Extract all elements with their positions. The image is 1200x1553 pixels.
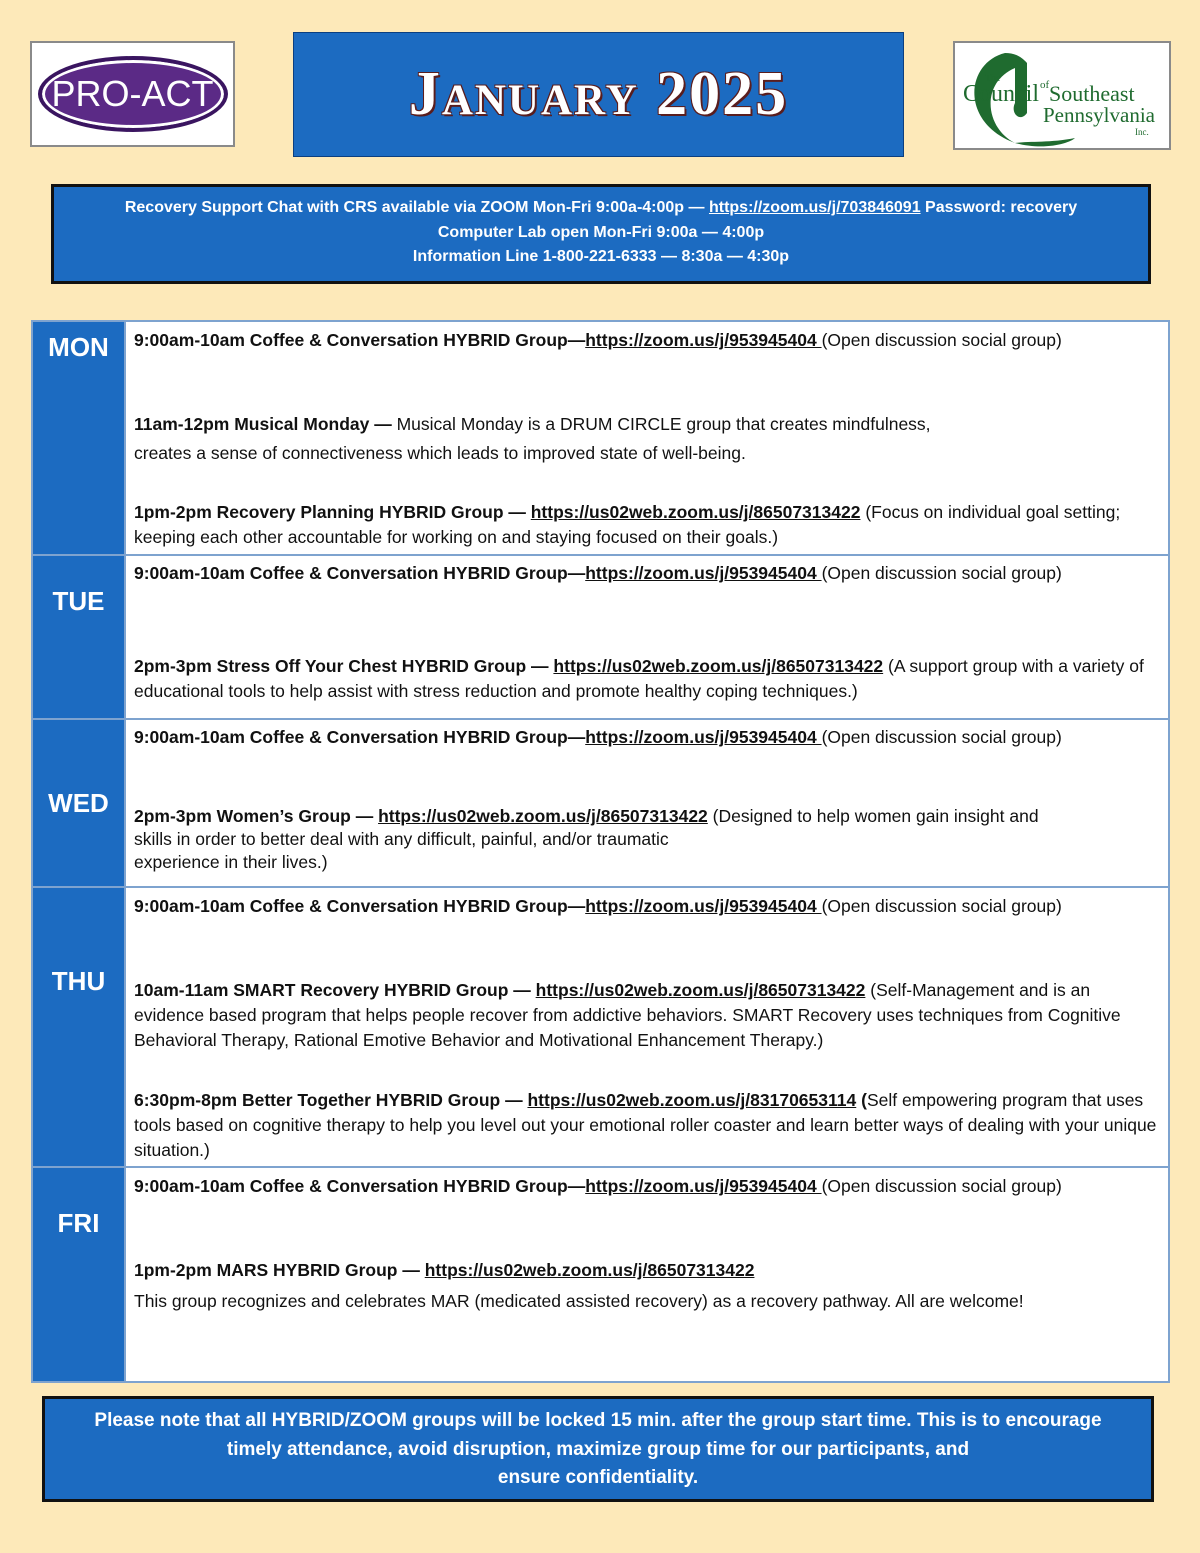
council-logo-council: Council: [963, 81, 1039, 107]
day-content-friday: [126, 1168, 1168, 1381]
schedule-entry: [134, 805, 1160, 874]
entry-description: (Focus on individual goal setting; keeping each other accountable for working on and staying focused on their goals.): [134, 502, 1121, 547]
day-label-monday: [33, 322, 126, 554]
day-content-tuesday: [126, 556, 1168, 718]
info-banner: [51, 184, 1151, 284]
day-content-thursday: [126, 888, 1168, 1166]
info-chat-text: Recovery Support Chat with CRS available via ZOOM Mon-Fri 9:00a-4:00p —: [124, 199, 709, 216]
schedule-entry: [134, 654, 1160, 704]
zoom-link[interactable]: https://us02web.zoom.us/j/86507313422: [424, 1260, 755, 1280]
entry-title: 11am-12pm Musical Monday —: [134, 414, 397, 434]
day-label-text: WED: [48, 788, 109, 818]
schedule-entry: [134, 1088, 1160, 1163]
entry-title: 6:30pm-8pm Better Together HYBRID Group —: [134, 1090, 528, 1110]
schedule-entry: [134, 500, 1160, 550]
schedule-entry-continued: [134, 441, 1160, 466]
council-logo-pennsylvania: Pennsylvania: [1043, 103, 1155, 127]
entry-title: 9:00am-10am Coffee & Conversation HYBRID Group—: [134, 563, 586, 583]
day-label-text: THU: [51, 966, 106, 996]
schedule-entry-continued: [134, 1289, 1160, 1314]
entry-title: 9:00am-10am Coffee & Conversation HYBRID Group—: [134, 727, 586, 747]
entry-description: (Open discussion social group): [821, 330, 1062, 350]
entry-title: 1pm-2pm Recovery Planning HYBRID Group —: [134, 502, 531, 522]
schedule-entry: [134, 328, 1160, 353]
zoom-link[interactable]: https://zoom.us/j/953945404: [585, 727, 822, 747]
council-logo-the: The: [985, 73, 1001, 84]
footer-notice: [42, 1396, 1154, 1502]
entry-title: 2pm-3pm Women’s Group —: [134, 806, 379, 826]
entry-description: (A support group with a variety of educational tools to help assist with stress reduction and promote healthy coping techniques.): [134, 656, 1144, 701]
pro-act-logo-text: PRO-ACT: [38, 56, 228, 132]
entry-description: (Designed to help women gain insight and: [707, 806, 1039, 826]
schedule-entry: [134, 725, 1160, 750]
council-logo-southeast: Southeast: [1049, 81, 1135, 106]
entry-description: (Open discussion social group): [821, 563, 1062, 583]
chat-zoom-link[interactable]: https://zoom.us/j/703846091: [708, 199, 921, 216]
schedule-entry: [134, 1258, 1160, 1283]
day-row-tuesday: [33, 556, 1168, 720]
zoom-link[interactable]: https://us02web.zoom.us/j/86507313422: [530, 502, 861, 522]
council-logo: [953, 41, 1171, 150]
day-row-wednesday: [33, 720, 1168, 888]
schedule-entry: [134, 561, 1160, 586]
zoom-link[interactable]: https://us02web.zoom.us/j/83170653114: [527, 1090, 857, 1110]
schedule-entry: [134, 894, 1160, 919]
entry-description: (Open discussion social group): [821, 727, 1062, 747]
entry-description: This group recognizes and celebrates MAR (medicated assisted recovery) as a recovery pathway. All are welcome!: [134, 1291, 1024, 1311]
day-row-friday: [33, 1168, 1168, 1381]
zoom-link[interactable]: https://zoom.us/j/953945404: [585, 330, 822, 350]
info-line-phone: Information Line 1-800-221-6333 — 8:30a — 4:30p: [412, 248, 790, 265]
zoom-link[interactable]: https://us02web.zoom.us/j/86507313422: [553, 656, 884, 676]
day-label-friday: [33, 1168, 126, 1381]
day-content-wednesday: [126, 720, 1168, 886]
entry-title: 1pm-2pm MARS HYBRID Group —: [134, 1260, 425, 1280]
entry-title: 2pm-3pm Stress Off Your Chest HYBRID Group —: [134, 656, 554, 676]
page-title-banner: [293, 32, 904, 157]
entry-description: experience in their lives.): [134, 852, 328, 872]
zoom-link[interactable]: https://zoom.us/j/953945404: [585, 896, 822, 916]
entry-title: 9:00am-10am Coffee & Conversation HYBRID Group—: [134, 896, 586, 916]
entry-title: 9:00am-10am Coffee & Conversation HYBRID Group—: [134, 330, 586, 350]
day-label-wednesday: [33, 720, 126, 886]
schedule-entry: [134, 1174, 1160, 1199]
info-chat-password: Password: recovery: [920, 199, 1078, 216]
zoom-link[interactable]: https://zoom.us/j/953945404: [585, 1176, 822, 1196]
schedule-entry: [134, 412, 1160, 437]
day-label-text: TUE: [52, 586, 105, 616]
page-title: January 2025: [408, 60, 789, 128]
pro-act-logo: [30, 41, 235, 147]
footer-line: timely attendance, avoid disruption, maximize group time for our participants, and: [226, 1438, 970, 1460]
day-label-text: FRI: [57, 1208, 100, 1238]
footer-line: ensure confidentiality.: [497, 1467, 699, 1488]
entry-title: 10am-11am SMART Recovery HYBRID Group —: [134, 980, 536, 1000]
weekly-schedule: [31, 320, 1170, 1383]
entry-paren: (: [856, 1090, 867, 1110]
council-logo-of: of: [1040, 79, 1050, 91]
entry-description: (Open discussion social group): [821, 896, 1062, 916]
schedule-entry: [134, 978, 1160, 1053]
footer-line: Please note that all HYBRID/ZOOM groups will be locked 15 min. after the group start time. This is to encourage: [94, 1410, 1102, 1431]
entry-description: skills in order to better deal with any difficult, painful, and/or traumatic: [134, 829, 669, 849]
day-label-tuesday: [33, 556, 126, 718]
zoom-link[interactable]: https://us02web.zoom.us/j/86507313422: [535, 980, 866, 1000]
entry-description: creates a sense of connectiveness which leads to improved state of well-being.: [134, 443, 746, 463]
day-label-text: MON: [48, 332, 109, 362]
day-row-monday: [33, 322, 1168, 556]
info-line-computer-lab: Computer Lab open Mon-Fri 9:00a — 4:00p: [437, 223, 765, 241]
entry-description: Self empowering program that uses tools based on cognitive therapy to help you level out your emotional roller coaster and learn better ways of dealing with your unique situation.): [134, 1090, 1157, 1160]
day-content-monday: [126, 322, 1168, 554]
zoom-link[interactable]: https://zoom.us/j/953945404: [585, 563, 822, 583]
entry-title: 9:00am-10am Coffee & Conversation HYBRID Group—: [134, 1176, 586, 1196]
day-label-thursday: [33, 888, 126, 1166]
entry-description: (Self-Management and is an evidence based program that helps people recover from addictive behaviors. SMART Recovery uses techniques from Cognitive Behavioral Therapy, Rational Emotive Behavior and Motivational Enhancement Therapy.): [134, 980, 1121, 1050]
entry-description: (Open discussion social group): [821, 1176, 1062, 1196]
council-logo-inc: Inc.: [1135, 127, 1149, 137]
info-line-chat: [54, 196, 1148, 221]
entry-description: Musical Monday is a DRUM CIRCLE group that creates mindfulness,: [396, 414, 931, 434]
day-row-thursday: [33, 888, 1168, 1168]
zoom-link[interactable]: https://us02web.zoom.us/j/86507313422: [378, 806, 708, 826]
